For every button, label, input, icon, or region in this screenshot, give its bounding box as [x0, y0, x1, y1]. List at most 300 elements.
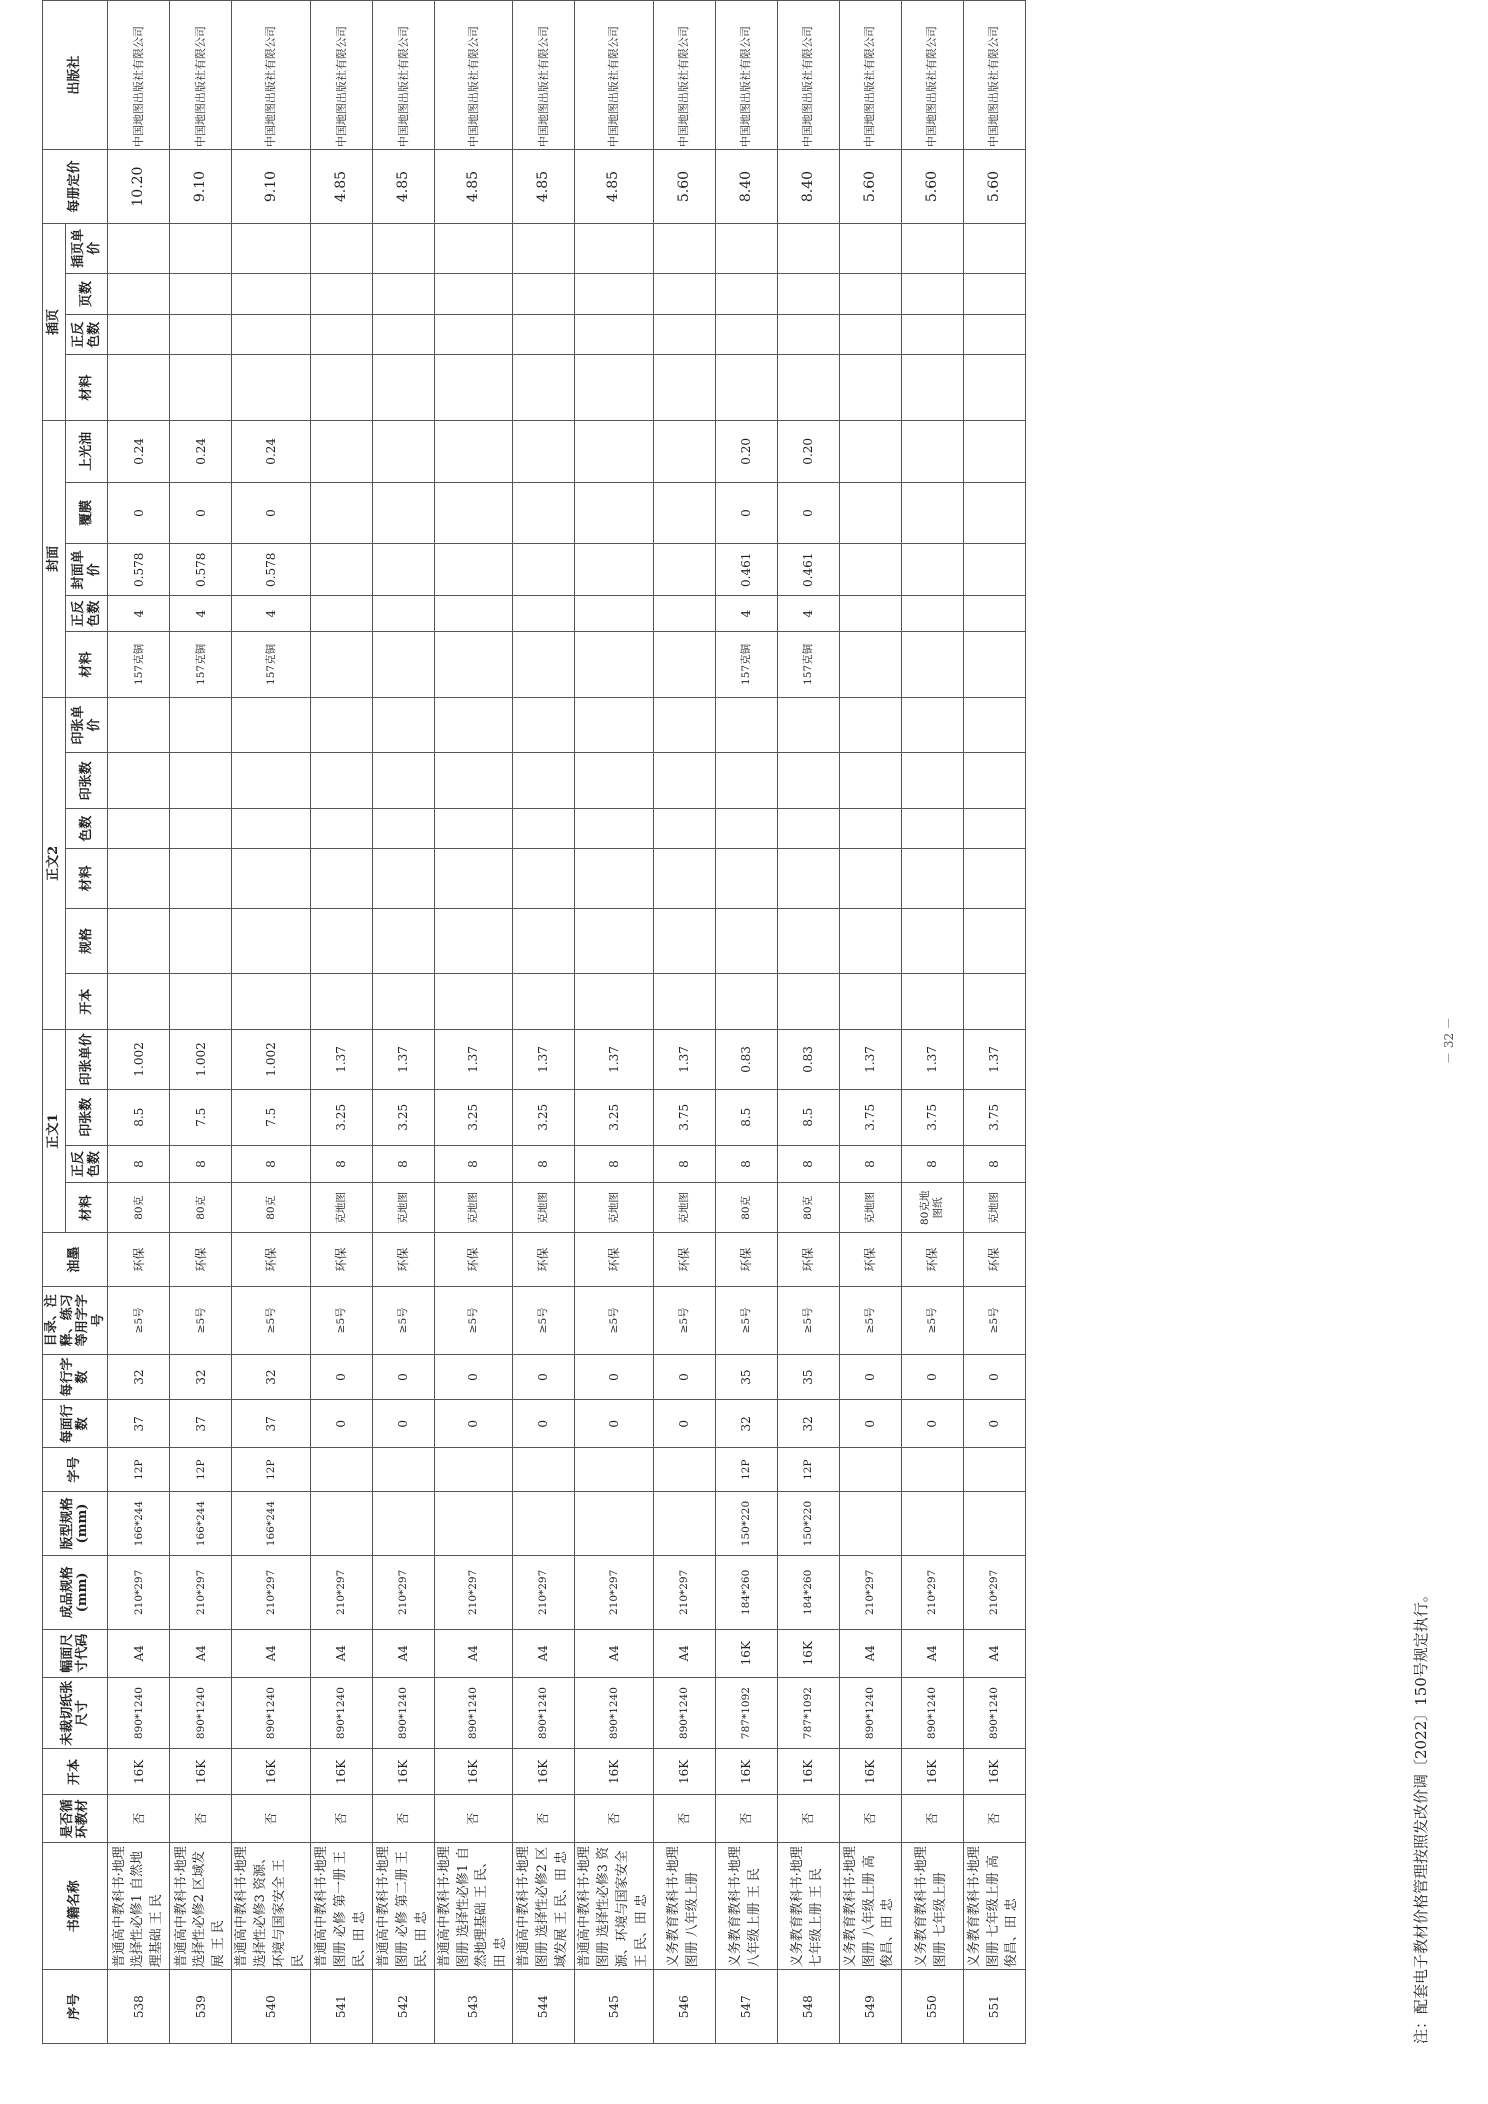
cell-empty — [232, 849, 310, 909]
cell-price: 4.85 — [434, 150, 512, 224]
cell-empty — [777, 273, 839, 315]
cell-price: 5.60 — [653, 150, 715, 224]
cell-c-price: 0.578 — [170, 544, 232, 596]
cell-recycle: 否 — [653, 1795, 715, 1843]
cell-c-price — [901, 544, 963, 596]
cell-empty — [715, 809, 777, 849]
cell-price: 4.85 — [310, 150, 372, 224]
cell-toc: ≥5号 — [232, 1286, 310, 1354]
cell-empty — [715, 753, 777, 809]
cell-product: 184*260 — [715, 1555, 777, 1629]
cell-paper: 890*1240 — [434, 1677, 512, 1749]
cell-empty — [310, 697, 372, 753]
textbook-price-table — [42, 0, 1026, 2044]
cell-font — [901, 1448, 963, 1492]
header-b1-material: 材料 — [66, 1183, 108, 1233]
table-row — [653, 1, 715, 2044]
cell-empty — [575, 315, 653, 355]
cell-code: A4 — [170, 1629, 232, 1677]
cell-empty — [575, 273, 653, 315]
cell-empty — [715, 974, 777, 1030]
cell-c-mat — [310, 632, 372, 698]
cell-seq: 550 — [901, 1970, 963, 2044]
cell-b1-mat: 克地图 — [575, 1183, 653, 1233]
header-ink: 油墨 — [43, 1233, 108, 1287]
cell-layout: 166*244 — [108, 1492, 170, 1556]
cell-b1-color: 8 — [372, 1145, 434, 1183]
cell-empty — [513, 974, 575, 1030]
cell-b1-sheets: 3.25 — [434, 1089, 512, 1145]
cell-empty — [372, 908, 434, 974]
cell-c-film: 0 — [715, 482, 777, 544]
cell-lines: 32 — [777, 1400, 839, 1448]
cell-seq: 548 — [777, 1970, 839, 2044]
cell-layout — [839, 1492, 901, 1556]
cell-chars: 0 — [310, 1354, 372, 1400]
cell-empty — [310, 223, 372, 273]
cell-seq: 543 — [434, 1970, 512, 2044]
cell-c-film: 0 — [170, 482, 232, 544]
cell-c-color — [653, 596, 715, 632]
header-paper: 未裁切纸张尺寸 — [43, 1677, 108, 1749]
cell-empty — [513, 849, 575, 909]
cell-layout — [434, 1492, 512, 1556]
cell-empty — [434, 355, 512, 421]
cell-empty — [232, 908, 310, 974]
header-b1-color: 正反色数 — [66, 1145, 108, 1183]
cell-empty — [653, 223, 715, 273]
table-row — [434, 1, 512, 2044]
cell-c-mat — [575, 632, 653, 698]
cell-ink: 环保 — [575, 1233, 653, 1287]
cell-b1-mat: 克地图 — [963, 1183, 1025, 1233]
cell-empty — [513, 355, 575, 421]
cell-empty — [170, 809, 232, 849]
cell-kaiben: 16K — [963, 1749, 1025, 1795]
cell-kaiben: 16K — [108, 1749, 170, 1795]
cell-empty — [777, 315, 839, 355]
cell-b1-mat: 80克地图纸 — [901, 1183, 963, 1233]
cell-ink: 环保 — [434, 1233, 512, 1287]
cell-code: A4 — [839, 1629, 901, 1677]
cell-b1-mat: 80克 — [777, 1183, 839, 1233]
cell-code: A4 — [575, 1629, 653, 1677]
cell-paper: 890*1240 — [108, 1677, 170, 1749]
cell-ink: 环保 — [232, 1233, 310, 1287]
cell-c-varnish: 0.20 — [715, 420, 777, 482]
cell-publisher: 中国地图出版社有限公司 — [170, 1, 232, 150]
cell-empty — [715, 908, 777, 974]
cell-c-film — [839, 482, 901, 544]
cell-b1-sheets: 3.75 — [839, 1089, 901, 1145]
cell-empty — [232, 315, 310, 355]
cell-c-color: 4 — [715, 596, 777, 632]
cell-seq: 547 — [715, 1970, 777, 2044]
cell-c-price — [372, 544, 434, 596]
cell-kaiben: 16K — [901, 1749, 963, 1795]
cell-c-varnish — [575, 420, 653, 482]
cell-b1-sheets: 3.75 — [901, 1089, 963, 1145]
header-insert-color: 正反色数 — [66, 315, 108, 355]
cell-price: 4.85 — [372, 150, 434, 224]
cell-c-mat: 157克铜 — [777, 632, 839, 698]
cell-empty — [434, 223, 512, 273]
cell-product: 210*297 — [434, 1555, 512, 1629]
cell-product: 210*297 — [170, 1555, 232, 1629]
cell-code: 16K — [777, 1629, 839, 1677]
cell-c-film — [372, 482, 434, 544]
table-row — [513, 1, 575, 2044]
cell-code: A4 — [108, 1629, 170, 1677]
cell-kaiben: 16K — [434, 1749, 512, 1795]
table-row — [901, 1, 963, 2044]
cell-b1-color: 8 — [310, 1145, 372, 1183]
cell-recycle: 否 — [232, 1795, 310, 1843]
cell-layout — [575, 1492, 653, 1556]
cell-empty — [653, 315, 715, 355]
cell-publisher: 中国地图出版社有限公司 — [108, 1, 170, 150]
cell-c-price — [310, 544, 372, 596]
cell-publisher: 中国地图出版社有限公司 — [963, 1, 1025, 150]
cell-c-mat — [513, 632, 575, 698]
cell-c-varnish: 0.24 — [108, 420, 170, 482]
cell-b1-price: 1.002 — [232, 1030, 310, 1090]
cell-empty — [575, 355, 653, 421]
table-row — [232, 1, 310, 2044]
cell-empty — [170, 273, 232, 315]
cell-empty — [513, 697, 575, 753]
cell-seq: 538 — [108, 1970, 170, 2044]
cell-empty — [310, 809, 372, 849]
cell-lines: 32 — [715, 1400, 777, 1448]
cell-empty — [839, 849, 901, 909]
cell-seq: 544 — [513, 1970, 575, 2044]
cell-empty — [108, 849, 170, 909]
cell-b1-color: 8 — [901, 1145, 963, 1183]
cell-chars: 32 — [108, 1354, 170, 1400]
cell-paper: 787*1092 — [777, 1677, 839, 1749]
cell-c-film: 0 — [777, 482, 839, 544]
cell-price: 9.10 — [170, 150, 232, 224]
header-body1: 正文1 — [43, 1030, 66, 1233]
header-b1-sheets: 印张数 — [66, 1089, 108, 1145]
cell-empty — [108, 753, 170, 809]
cell-recycle: 否 — [575, 1795, 653, 1843]
cell-empty — [434, 849, 512, 909]
cell-b1-price: 0.83 — [715, 1030, 777, 1090]
cell-font — [310, 1448, 372, 1492]
cell-empty — [310, 753, 372, 809]
cell-publisher: 中国地图出版社有限公司 — [513, 1, 575, 150]
cell-empty — [372, 849, 434, 909]
cell-publisher: 中国地图出版社有限公司 — [653, 1, 715, 150]
cell-c-varnish: 0.20 — [777, 420, 839, 482]
cell-b1-sheets: 7.5 — [170, 1089, 232, 1145]
cell-empty — [839, 223, 901, 273]
cell-font: 12P — [715, 1448, 777, 1492]
cell-chars: 0 — [963, 1354, 1025, 1400]
cell-name: 义务教育教科书·地理图册 七年级上册 高俊昌、田 忠 — [963, 1843, 1025, 1970]
cell-recycle: 否 — [108, 1795, 170, 1843]
cell-empty — [963, 273, 1025, 315]
cell-publisher: 中国地图出版社有限公司 — [434, 1, 512, 150]
cell-recycle: 否 — [372, 1795, 434, 1843]
cell-publisher: 中国地图出版社有限公司 — [839, 1, 901, 150]
cell-empty — [901, 315, 963, 355]
cell-ink: 环保 — [901, 1233, 963, 1287]
header-seq: 序号 — [43, 1970, 108, 2044]
cell-empty — [963, 753, 1025, 809]
cell-empty — [901, 849, 963, 909]
cell-price: 8.40 — [777, 150, 839, 224]
cell-ink: 环保 — [715, 1233, 777, 1287]
header-cover-material: 材料 — [66, 632, 108, 698]
cell-empty — [372, 974, 434, 1030]
cell-empty — [310, 355, 372, 421]
cell-empty — [513, 809, 575, 849]
cell-name: 普通高中教科书·地理图册 选择性必修3 资源、环境与国家安全 王 民、田 忠 — [575, 1843, 653, 1970]
cell-b1-color: 8 — [108, 1145, 170, 1183]
cell-b1-price: 1.37 — [901, 1030, 963, 1090]
cell-empty — [372, 273, 434, 315]
cell-seq: 539 — [170, 1970, 232, 2044]
cell-b1-sheets: 3.25 — [513, 1089, 575, 1145]
cell-chars: 0 — [372, 1354, 434, 1400]
table-row — [839, 1, 901, 2044]
cell-empty — [232, 355, 310, 421]
header-chars: 每行字数 — [43, 1354, 108, 1400]
cell-seq: 541 — [310, 1970, 372, 2044]
cell-empty — [170, 849, 232, 909]
cell-product: 210*297 — [653, 1555, 715, 1629]
cell-paper: 890*1240 — [653, 1677, 715, 1749]
cell-empty — [715, 355, 777, 421]
cell-b1-color: 8 — [513, 1145, 575, 1183]
cell-b1-sheets: 3.25 — [310, 1089, 372, 1145]
cell-empty — [513, 273, 575, 315]
cell-c-film — [434, 482, 512, 544]
cell-empty — [653, 809, 715, 849]
cell-b1-price: 1.002 — [108, 1030, 170, 1090]
cell-empty — [170, 315, 232, 355]
cell-empty — [232, 753, 310, 809]
cell-c-varnish: 0.24 — [232, 420, 310, 482]
cell-font — [372, 1448, 434, 1492]
cell-price: 8.40 — [715, 150, 777, 224]
cell-empty — [653, 355, 715, 421]
cell-c-varnish — [901, 420, 963, 482]
cell-name: 普通高中教科书·地理图册 选择性必修2 区域发展 王 民、田 忠 — [513, 1843, 575, 1970]
cell-paper: 890*1240 — [963, 1677, 1025, 1749]
cell-b1-sheets: 7.5 — [232, 1089, 310, 1145]
cell-b1-price: 1.37 — [963, 1030, 1025, 1090]
cell-empty — [513, 753, 575, 809]
cell-b1-price: 1.37 — [513, 1030, 575, 1090]
cell-c-varnish — [963, 420, 1025, 482]
cell-kaiben: 16K — [839, 1749, 901, 1795]
cell-empty — [715, 697, 777, 753]
cell-empty — [108, 908, 170, 974]
cell-recycle: 否 — [715, 1795, 777, 1843]
cell-ink: 环保 — [372, 1233, 434, 1287]
cell-empty — [777, 974, 839, 1030]
header-body2: 正文2 — [43, 697, 66, 1029]
cell-b1-sheets: 3.25 — [575, 1089, 653, 1145]
cell-empty — [777, 908, 839, 974]
cell-paper: 890*1240 — [901, 1677, 963, 1749]
cell-price: 5.60 — [963, 150, 1025, 224]
cell-seq: 542 — [372, 1970, 434, 2044]
cell-c-mat — [434, 632, 512, 698]
cell-font — [653, 1448, 715, 1492]
cell-font — [434, 1448, 512, 1492]
header-lines: 每面行数 — [43, 1400, 108, 1448]
cell-product: 210*297 — [839, 1555, 901, 1629]
header-kaiben: 开本 — [43, 1749, 108, 1795]
cell-seq: 546 — [653, 1970, 715, 2044]
header-b2-spec: 规格 — [66, 908, 108, 974]
cell-price: 4.85 — [513, 150, 575, 224]
cell-c-price — [513, 544, 575, 596]
cell-name: 普通高中教科书·地理 选择性必修3 资源、环境与国家安全 王 民 — [232, 1843, 310, 1970]
cell-b1-sheets: 3.75 — [963, 1089, 1025, 1145]
cell-chars: 0 — [653, 1354, 715, 1400]
cell-c-color: 4 — [108, 596, 170, 632]
cell-toc: ≥5号 — [963, 1286, 1025, 1354]
cell-product: 210*297 — [963, 1555, 1025, 1629]
cell-kaiben: 16K — [575, 1749, 653, 1795]
cell-c-price: 0.461 — [777, 544, 839, 596]
cell-layout — [372, 1492, 434, 1556]
cell-empty — [963, 809, 1025, 849]
cell-product: 210*297 — [575, 1555, 653, 1629]
cell-c-color — [575, 596, 653, 632]
cell-empty — [170, 908, 232, 974]
cell-chars: 35 — [777, 1354, 839, 1400]
table-row — [963, 1, 1025, 2044]
cell-kaiben: 16K — [653, 1749, 715, 1795]
cell-publisher: 中国地图出版社有限公司 — [372, 1, 434, 150]
cell-empty — [513, 315, 575, 355]
cell-price: 10.20 — [108, 150, 170, 224]
cell-product: 184*260 — [777, 1555, 839, 1629]
cell-product: 210*297 — [372, 1555, 434, 1629]
cell-empty — [715, 273, 777, 315]
cell-layout — [901, 1492, 963, 1556]
cell-paper: 890*1240 — [372, 1677, 434, 1749]
cell-b1-sheets: 8.5 — [777, 1089, 839, 1145]
cell-name: 义务教育教科书·地理图册 八年级上册 高俊昌、田 忠 — [839, 1843, 901, 1970]
header-code: 幅面尺寸代码 — [43, 1629, 108, 1677]
cell-kaiben: 16K — [513, 1749, 575, 1795]
cell-seq: 545 — [575, 1970, 653, 2044]
cell-layout — [653, 1492, 715, 1556]
cell-c-price: 0.578 — [108, 544, 170, 596]
cell-price: 9.10 — [232, 150, 310, 224]
cell-b1-sheets: 3.25 — [372, 1089, 434, 1145]
header-font: 字号 — [43, 1448, 108, 1492]
cell-c-film — [963, 482, 1025, 544]
cell-empty — [372, 355, 434, 421]
cell-recycle: 否 — [170, 1795, 232, 1843]
cell-name: 义务教育教科书·地理 八年级上册 王 民 — [715, 1843, 777, 1970]
cell-recycle: 否 — [901, 1795, 963, 1843]
cell-empty — [108, 223, 170, 273]
cell-code: A4 — [232, 1629, 310, 1677]
cell-c-price — [434, 544, 512, 596]
cell-publisher: 中国地图出版社有限公司 — [777, 1, 839, 150]
cell-recycle: 否 — [963, 1795, 1025, 1843]
header-insert: 插页 — [43, 223, 66, 420]
cell-kaiben: 16K — [232, 1749, 310, 1795]
cell-name: 义务教育教科书·地理图册 七年级上册 — [901, 1843, 963, 1970]
cell-c-varnish — [653, 420, 715, 482]
cell-c-mat — [901, 632, 963, 698]
cell-b1-mat: 80克 — [170, 1183, 232, 1233]
cell-chars: 0 — [434, 1354, 512, 1400]
cell-toc: ≥5号 — [108, 1286, 170, 1354]
cell-font: 12P — [170, 1448, 232, 1492]
cell-lines: 0 — [963, 1400, 1025, 1448]
cell-empty — [963, 223, 1025, 273]
cell-empty — [108, 355, 170, 421]
header-b2-sheets: 印张数 — [66, 753, 108, 809]
cell-b1-color: 8 — [963, 1145, 1025, 1183]
cell-chars: 0 — [839, 1354, 901, 1400]
cell-c-price — [653, 544, 715, 596]
cell-chars: 35 — [715, 1354, 777, 1400]
cell-empty — [963, 849, 1025, 909]
cell-empty — [963, 908, 1025, 974]
footnote: 注：配套电子教材价格管理按照发改价调〔2022〕150号规定执行。 — [1412, 1587, 1430, 2044]
cell-empty — [901, 908, 963, 974]
cell-b1-color: 8 — [232, 1145, 310, 1183]
cell-recycle: 否 — [434, 1795, 512, 1843]
cell-b1-price: 1.37 — [310, 1030, 372, 1090]
cell-empty — [839, 908, 901, 974]
cell-empty — [434, 908, 512, 974]
cell-toc: ≥5号 — [170, 1286, 232, 1354]
cell-empty — [839, 753, 901, 809]
cell-ink: 环保 — [653, 1233, 715, 1287]
cell-c-color — [901, 596, 963, 632]
cell-paper: 890*1240 — [575, 1677, 653, 1749]
cell-ink: 环保 — [310, 1233, 372, 1287]
cell-name: 普通高中教科书·地理图册 必修 第二册 王 民、田 忠 — [372, 1843, 434, 1970]
cell-chars: 32 — [170, 1354, 232, 1400]
header-insert-price: 插页单价 — [66, 223, 108, 273]
cell-c-mat — [963, 632, 1025, 698]
cell-empty — [170, 753, 232, 809]
cell-c-film — [653, 482, 715, 544]
cell-b1-color: 8 — [170, 1145, 232, 1183]
cell-recycle: 否 — [310, 1795, 372, 1843]
cell-empty — [839, 315, 901, 355]
cell-c-varnish — [310, 420, 372, 482]
cell-c-color — [434, 596, 512, 632]
cell-empty — [170, 223, 232, 273]
cell-empty — [653, 849, 715, 909]
cell-empty — [372, 753, 434, 809]
cell-c-color — [963, 596, 1025, 632]
cell-lines: 0 — [653, 1400, 715, 1448]
cell-empty — [434, 974, 512, 1030]
cell-c-film: 0 — [232, 482, 310, 544]
cell-recycle: 否 — [839, 1795, 901, 1843]
cell-c-color: 4 — [777, 596, 839, 632]
header-cover: 封面 — [43, 420, 66, 697]
cell-empty — [777, 355, 839, 421]
